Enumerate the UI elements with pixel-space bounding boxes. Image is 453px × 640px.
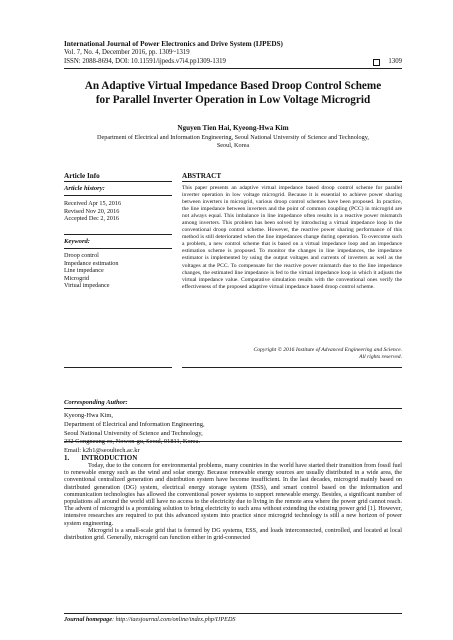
affiliation-line-1: Department of Electrical and Information Engineering, Seoul National University of Science and Technology,	[97, 134, 369, 141]
authors: Nguyen Tien Hai, Kyeong-Hwa Kim	[177, 124, 289, 132]
history-heading: Article history:	[64, 185, 105, 192]
article-info-heading: Article Info	[64, 172, 100, 180]
page-number: 1309	[388, 58, 402, 65]
section-title: INTRODUCTION	[81, 454, 138, 462]
corresponding-address: 232 Gongneung-ro, Nowon-gu, Seoul, 01811, Korea.	[64, 438, 201, 446]
info-bottom-rule	[64, 367, 172, 368]
history-list	[64, 200, 172, 223]
affiliation-line-2: Seoul, Korea	[216, 142, 250, 149]
paper-title	[64, 80, 402, 107]
section-number: 1.	[64, 454, 70, 462]
journal-homepage-link[interactable]: : http://iaesjournal.com/online/index.php/IJPEDS	[111, 616, 236, 623]
corresponding-department: Department of Electrical and Information Engineering,	[64, 420, 205, 428]
corresponding-bottom-rule	[64, 441, 402, 442]
article-info-rule	[64, 181, 172, 182]
footer-label: Journal homepage	[64, 616, 112, 623]
keyword-item: Virtual impedance	[64, 282, 110, 290]
corresponding-rule	[64, 408, 402, 409]
history-received: Received Apr 15, 2016	[64, 200, 122, 207]
keyword-list	[64, 252, 172, 290]
abstract-rule	[182, 181, 402, 182]
history-rule	[64, 195, 172, 196]
keyword-heading: Keyword:	[64, 238, 91, 245]
header-rule	[64, 68, 402, 69]
history-accepted: Accepted Dec 2, 2016	[64, 215, 119, 223]
keyword-item: Droop control	[64, 252, 99, 259]
abstract-heading: ABSTRACT	[182, 172, 222, 180]
paragraph: Microgrid is a small-scale grid that is formed by DG systems, ESS, and loads interconnected, controlled, and located at local distribution grid. Generally, microgrid can function either in grid-connected	[64, 527, 402, 542]
corresponding-university: Seoul National University of Science and Technology,	[64, 429, 203, 437]
affiliation	[64, 134, 402, 150]
corresponding-email: Email: k2h1@seoultech.ac.kr	[64, 447, 140, 455]
journal-name: International Journal of Power Electronics and Drive System (IJPEDS)	[64, 40, 283, 48]
introduction-heading	[64, 454, 149, 462]
corresponding-details	[64, 412, 314, 456]
corresponding-heading: Corresponding Author:	[64, 399, 128, 406]
keyword-rule	[64, 248, 172, 249]
title-line-2: for Parallel Inverter Operation in Low Voltage Microgrid	[95, 93, 371, 106]
checkbox-icon	[373, 59, 380, 66]
copyright	[182, 347, 402, 361]
keyword-item: Impedance estimation	[64, 259, 119, 267]
keyword-item: Line impedance	[64, 267, 104, 275]
footer-rule	[64, 613, 402, 614]
abstract-text: This paper presents an adaptive virtual impedance based droop control scheme for parallel inverter operation in low voltage microgrid. Because it is essential to achieve power sharing between inverters in microgrid, various droop control schemes have been proposed. In practice, the line impedance between inverters and the point of common coupling (PCC) in microgrid are not always equal. This imbalance in line impedance often results in a reactive power mismatch among inverters. This problem has been solved by introducing a virtual impedance loop in the conventional droop control scheme. However, the reactive power sharing performance of this method is still deteriorated when the line impedances change during operation. To overcome such a problem, a new control scheme that is based on a virtual impedance loop and an impedance estimation scheme is proposed. To monitor the changes in line impedances, the impedance estimator is implemented by using the output voltages and currents of inverters as well as the voltages at the PCC. To compensate for the reactive power mismatch due to the line impedance changes, the estimated line impedance is fed to the virtual impedance loop in which it adjusts the virtual impedance value. Comparative simulation results with the conventional ones verify the effectiveness of the proposed adaptive virtual impedance based droop control scheme.	[182, 185, 402, 290]
issn-line	[64, 58, 402, 65]
issn-doi: ISSN: 2088-8694, DOI: 10.11591/ijpeds.v7i4.pp1309-1319	[64, 58, 226, 65]
copyright-line-1: Copyright © 2016 Institute of Advanced Engineering and Science.	[253, 347, 402, 353]
corresponding-name: Kyeong-Hwa Kim,	[64, 412, 113, 419]
title-line-1: An Adaptive Virtual Impedance Based Droop Control Scheme	[84, 80, 382, 92]
footer	[64, 616, 236, 623]
volume-info: Vol. 7, No. 4, December 2016, pp. 1309~1319	[64, 49, 190, 56]
keyword-top-rule	[64, 234, 172, 235]
copyright-line-2: All rights reserved.	[359, 354, 402, 360]
keyword-item: Microgrid	[64, 274, 90, 282]
history-revised: Revised Nov 20, 2016	[64, 207, 120, 215]
abstract-bottom-rule	[182, 367, 402, 368]
introduction-body	[64, 463, 402, 542]
paragraph: Today, due to the concern for environmental problems, many countries in the world have started their transition from fossil fuel to renewable energy such as the wind and solar energy. Because renewable energy sources are usually distributed in a wide area, the conventional centralized generation and distribution system have become insufficient. In the last decades, microgrid mainly based on distributed generation (DG) system, electrical energy storage system (ESS), and smart control based on the information and communication technologies has allowed the conventional power systems to support renewable energy. Besides, a significant number of populations all around the world still have no access to the electricity due to living in the remote area where the power grid cannot reach. The advent of microgrid is a promising solution to bring electricity to such area without extending the existing power grid [1]. However, intensive researches are required to put this advanced system into practice since microgrid technology is still a new horizon of power system engineering.	[64, 463, 402, 527]
